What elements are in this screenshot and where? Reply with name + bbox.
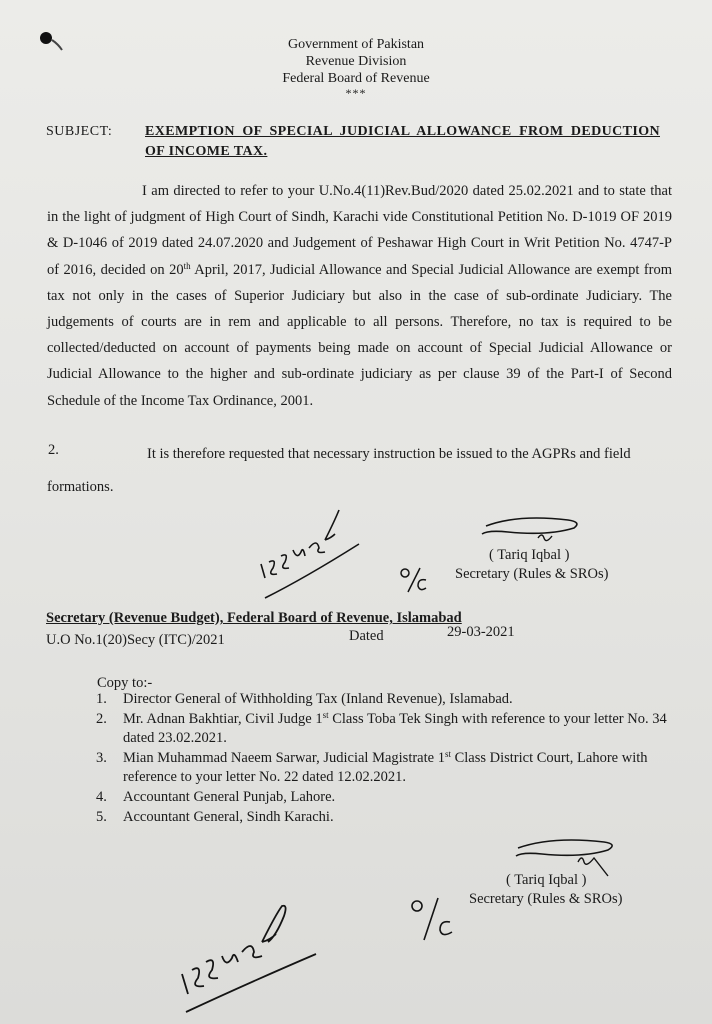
paragraph-1-text-b: April, 2017, Judicial Allowance and Special Judicial Allowance are exempt from tax not only in the cases of Superior Judiciary but also in the case of sub-ordinate Judiciary. The judgements of courts are in rem and applicable to all persons. Therefore, no tax is required to be collected/deducted on account of payments being made on account of Special Judicial Allowance or Judicial Allowance to the higher and sub-ordinate judiciary as per clause 39 of the Part-I of Second Schedule of the Income Tax Ordinance, 2001. xyxy=(47,261,672,409)
signature-1-title: Secretary (Rules & SROs) xyxy=(455,566,609,582)
copy-to-list xyxy=(96,690,700,828)
list-item-text: Accountant General, Sindh Karachi. xyxy=(123,809,334,825)
list-item xyxy=(96,710,700,748)
list-item-text: Accountant General Punjab, Lahore. xyxy=(123,789,336,805)
paragraph-1 xyxy=(47,178,672,414)
list-item xyxy=(96,749,700,787)
list-item xyxy=(96,788,700,807)
dated-value: 29-03-2021 xyxy=(447,624,515,640)
list-item xyxy=(96,690,700,709)
handwritten-oc-1 xyxy=(398,566,430,596)
list-item-superscript: st xyxy=(322,710,329,720)
signature-2-title: Secretary (Rules & SROs) xyxy=(469,891,623,907)
list-item-text: Director General of Withholding Tax (Inland Revenue), Islamabad. xyxy=(123,691,513,707)
handwritten-issued-1 xyxy=(255,508,365,600)
letterhead-line-2: Revenue Division xyxy=(305,54,407,69)
list-item-number: 5. xyxy=(96,809,107,825)
list-item-number: 2. xyxy=(96,711,107,727)
subject-text: EXEMPTION OF SPECIAL JUDICIAL ALLOWANCE FROM DEDUCTION OF INCOME TAX. xyxy=(145,124,660,159)
copy-to-heading: Copy to:- xyxy=(97,675,153,691)
subject-label: SUBJECT: xyxy=(46,124,113,139)
signature-scribble-2 xyxy=(512,836,622,876)
list-item-text-cont: Class District Court, Lahore with reference to your letter No. 22 dated 12.02.2021. xyxy=(123,750,648,785)
letterhead-line-1: Government of Pakistan xyxy=(287,37,425,52)
letterhead-stars: *** xyxy=(345,86,367,100)
endorsement-addressee: Secretary (Revenue Budget), Federal Board of Revenue, Islamabad xyxy=(46,610,462,626)
list-item-number: 1. xyxy=(96,691,107,707)
handwritten-issued-2 xyxy=(176,904,321,1014)
signature-2-name: ( Tariq Iqbal ) xyxy=(506,872,587,888)
signature-1-name: ( Tariq Iqbal ) xyxy=(489,547,570,563)
list-item-number: 4. xyxy=(96,789,107,805)
dated-label: Dated xyxy=(349,628,384,644)
paragraph-1-superscript: th xyxy=(183,260,191,271)
paragraph-2-number: 2. xyxy=(48,442,59,458)
paragraph-2-text: It is therefore requested that necessary instruction be issued to the AGPRs and field formations. xyxy=(47,446,631,495)
list-item-text: Mian Muhammad Naeem Sarwar, Judicial Magistrate 1 xyxy=(123,750,445,766)
paragraph-1-text-a: I am directed to refer to your U.No.4(11)Rev.Bud/2020 dated 25.02.2021 and to state that in the light of judgment of High Court of Sindh, Karachi vide Constitutional Petition No. D-1019 OF 2019 & D-1046 of 2019 dated 24.07.2020 and Judgement of Peshawar High Court in Writ Petition No. 4747-P of 2016, decided on 20 xyxy=(47,183,672,278)
list-item xyxy=(96,808,700,827)
uo-number: U.O No.1(20)Secy (ITC)/2021 xyxy=(46,632,225,648)
signature-scribble-1 xyxy=(478,512,588,546)
letterhead-line-3: Federal Board of Revenue xyxy=(282,71,430,86)
list-item-superscript: st xyxy=(444,749,451,759)
list-item-text-cont: Class Toba Tek Singh with reference to your letter No. 34 dated 23.02.2021. xyxy=(123,711,667,746)
list-item-number: 3. xyxy=(96,750,107,766)
letterhead xyxy=(0,36,712,99)
list-item-text: Mr. Adnan Bakhtiar, Civil Judge 1 xyxy=(123,711,323,727)
handwritten-oc-2 xyxy=(408,896,458,946)
